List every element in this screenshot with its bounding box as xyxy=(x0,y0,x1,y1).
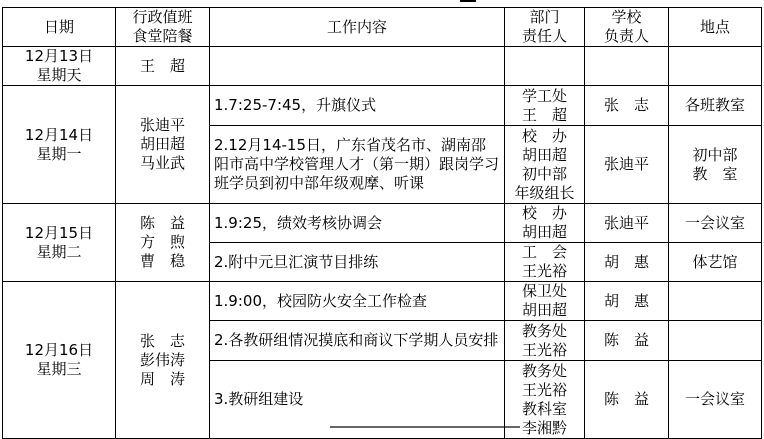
dept-cell: 工 会 王光裕 xyxy=(505,243,585,282)
place-cell xyxy=(669,282,762,321)
bottom-edge-fragment xyxy=(330,426,520,428)
dept-cell: 校 办 胡田超 xyxy=(505,204,585,243)
table-row xyxy=(3,204,762,243)
duty-cell: 张 志 彭伟涛 周 涛 xyxy=(116,282,210,439)
dept-cell: 教务处 王光裕 教科室 李湘黔 xyxy=(505,361,585,439)
content-cell: 1.7:25-7:45，升旗仪式 xyxy=(210,86,505,126)
school-cell: 胡 惠 xyxy=(585,282,669,321)
school-cell: 胡 惠 xyxy=(585,243,669,282)
header-date: 日期 xyxy=(3,8,116,47)
dept-cell xyxy=(505,47,585,86)
content-cell: 2.各教研组情况摸底和商议下学期人员安排 xyxy=(210,321,505,361)
school-cell: 陈 益 xyxy=(585,321,669,361)
dept-cell: 保卫处 胡田超 xyxy=(505,282,585,321)
content-cell: 1.9:25，绩效考核协调会 xyxy=(210,204,505,243)
place-cell: 一会议室 xyxy=(669,204,762,243)
place-cell: 体艺馆 xyxy=(669,243,762,282)
content-cell: 2.12月14-15日，广东省茂名市、湖南邵阳市高中学校管理人才（第一期）跟岗学习班学员到初中部年级观摩、听课 xyxy=(210,126,505,204)
header-duty: 行政值班 食堂陪餐 xyxy=(116,8,210,47)
dept-cell: 学工处 王 超 xyxy=(505,86,585,126)
dept-cell: 教务处 王光裕 xyxy=(505,321,585,361)
duty-cell: 王 超 xyxy=(116,47,210,86)
table-row xyxy=(3,282,762,321)
content-cell xyxy=(210,47,505,86)
school-cell: 张 志 xyxy=(585,86,669,126)
content-cell: 1.9:00，校园防火安全工作检查 xyxy=(210,282,505,321)
weekly-schedule-table xyxy=(2,7,762,439)
date-cell: 12月14日 星期一 xyxy=(3,86,116,204)
dept-cell: 校 办 胡田超 初中部 年级组长 xyxy=(505,126,585,204)
school-cell: 陈 益 xyxy=(585,361,669,439)
duty-cell: 张迪平 胡田超 马业武 xyxy=(116,86,210,204)
header-content: 工作内容 xyxy=(210,8,505,47)
table-row xyxy=(3,47,762,86)
school-cell: 张迪平 xyxy=(585,126,669,204)
place-cell: 各班教室 xyxy=(669,86,762,126)
header-row xyxy=(3,8,762,47)
date-cell: 12月16日 星期三 xyxy=(3,282,116,439)
content-cell: 2.附中元旦汇演节目排练 xyxy=(210,243,505,282)
top-edge-fragment xyxy=(460,0,476,2)
school-cell xyxy=(585,47,669,86)
date-cell: 12月13日 星期天 xyxy=(3,47,116,86)
header-place: 地点 xyxy=(669,8,762,47)
place-cell xyxy=(669,47,762,86)
table-row xyxy=(3,86,762,126)
duty-cell: 陈 益 方 煦 曹 稳 xyxy=(116,204,210,282)
school-cell: 张迪平 xyxy=(585,204,669,243)
header-school: 学校 负责人 xyxy=(585,8,669,47)
place-cell: 初中部 教 室 xyxy=(669,126,762,204)
place-cell xyxy=(669,321,762,361)
content-cell: 3.教研组建设 xyxy=(210,361,505,439)
place-cell: 一会议室 xyxy=(669,361,762,439)
header-dept: 部门 责任人 xyxy=(505,8,585,47)
date-cell: 12月15日 星期二 xyxy=(3,204,116,282)
